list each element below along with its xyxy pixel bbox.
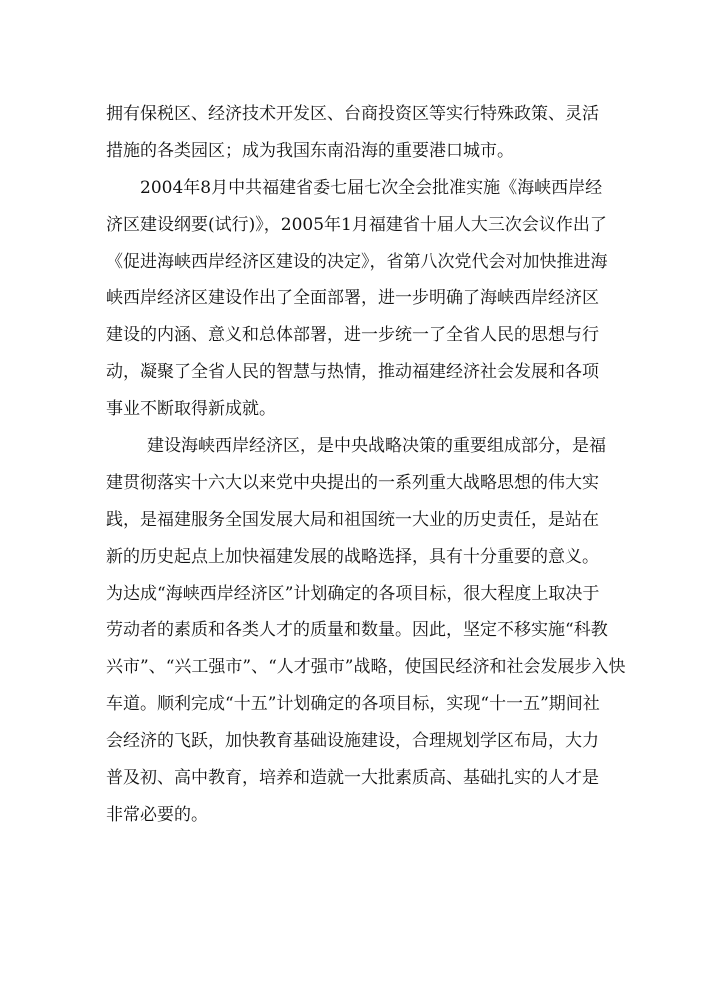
text-line: 践，是福建服务全国发展大局和祖国统一大业的历史责任，是站在 xyxy=(106,509,599,530)
text-line: 普及初、高中教育，培养和造就一大批素质高、基础扎实的人才是 xyxy=(106,768,599,789)
text-line: 措施的各类园区；成为我国东南沿海的重要港口城市。 xyxy=(106,140,514,161)
text-line: 新的历史起点上加快福建发展的战略选择，具有十分重要的意义。 xyxy=(106,546,599,567)
text-line: 济区建设纲要(试行)》，2005年1月福建省十届人大三次会议作出了 xyxy=(106,214,607,235)
text-line: 非常必要的。 xyxy=(106,804,208,825)
text-line: 车道。顺利完成“十五”计划确定的各项目标，实现“十一五”期间社 xyxy=(106,694,600,715)
body-text xyxy=(106,96,626,834)
text-line: 事业不断取得新成就。 xyxy=(106,399,276,420)
text-line: 建设海峡西岸经济区，是中央战略决策的重要组成部分，是福 xyxy=(147,436,606,457)
text-line: 兴市”、“兴工强市”、“人才强市”战略，使国民经济和社会发展步入快 xyxy=(106,657,626,678)
text-line: 为达成“海峡西岸经济区”计划确定的各项目标，很大程度上取决于 xyxy=(106,583,600,604)
text-line: 建贯彻落实十六大以来党中央提出的一系列重大战略思想的伟大实 xyxy=(106,472,599,493)
text-line: 2004年8月中共福建省委七届七次全会批准实施《海峡西岸经 xyxy=(140,177,603,198)
text-line: 建设的内涵、意义和总体部署，进一步统一了全省人民的思想与行 xyxy=(106,325,599,346)
text-line: 拥有保税区、经济技术开发区、台商投资区等实行特殊政策、灵活 xyxy=(106,104,599,124)
text-line: 峡西岸经济区建设作出了全面部署，进一步明确了海峡西岸经济区 xyxy=(106,288,599,309)
text-line: 《促进海峡西岸经济区建设的决定》，省第八次党代会对加快推进海 xyxy=(106,251,608,272)
text-line: 会经济的飞跃，加快教育基础设施建设，合理规划学区布局，大力 xyxy=(106,731,599,752)
text-line: 动，凝聚了全省人民的智慧与热情，推动福建经济社会发展和各项 xyxy=(106,362,599,383)
text-line: 劳动者的素质和各类人才的质量和数量。因此，坚定不移实施“科教 xyxy=(106,620,608,641)
